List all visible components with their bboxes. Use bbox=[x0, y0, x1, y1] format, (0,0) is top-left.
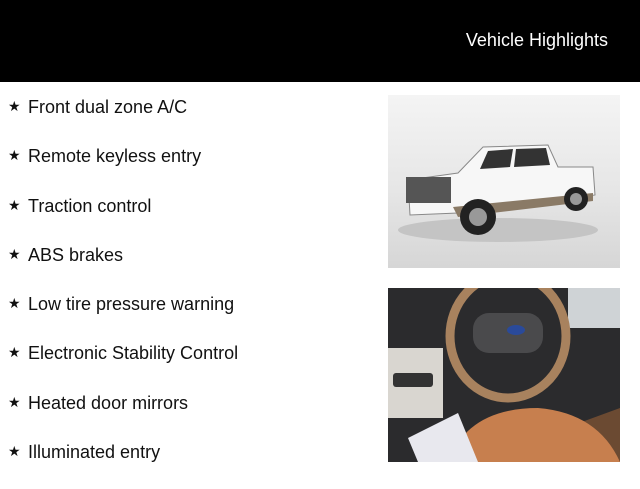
list-item bbox=[8, 292, 238, 341]
star-icon: ★ bbox=[8, 344, 21, 361]
feature-list bbox=[8, 95, 238, 489]
star-icon: ★ bbox=[8, 393, 21, 410]
feature-label: Traction control bbox=[28, 195, 152, 216]
header-bar bbox=[0, 0, 640, 82]
truck-interior-photo bbox=[388, 288, 620, 462]
list-item bbox=[8, 194, 238, 243]
feature-label: ABS brakes bbox=[28, 244, 124, 265]
feature-label: Front dual zone A/C bbox=[28, 97, 188, 117]
star-icon: ★ bbox=[8, 245, 21, 262]
feature-label: Illuminated entry bbox=[28, 442, 161, 463]
list-item bbox=[8, 341, 238, 390]
list-item bbox=[8, 391, 238, 440]
list-item bbox=[8, 440, 238, 489]
truck-exterior-photo bbox=[388, 95, 620, 268]
page-title: Vehicle Highlights bbox=[465, 30, 608, 50]
feature-label: Electronic Stability Control bbox=[28, 343, 239, 364]
star-icon: ★ bbox=[8, 98, 21, 114]
list-item bbox=[8, 95, 238, 144]
feature-label: Remote keyless entry bbox=[28, 146, 202, 167]
list-item bbox=[8, 243, 238, 292]
star-icon: ★ bbox=[8, 295, 21, 312]
feature-label: Low tire pressure warning bbox=[28, 294, 235, 315]
star-icon: ★ bbox=[8, 196, 21, 213]
feature-label: Heated door mirrors bbox=[28, 392, 189, 413]
star-icon: ★ bbox=[8, 147, 21, 164]
star-icon: ★ bbox=[8, 443, 21, 460]
list-item bbox=[8, 144, 238, 193]
